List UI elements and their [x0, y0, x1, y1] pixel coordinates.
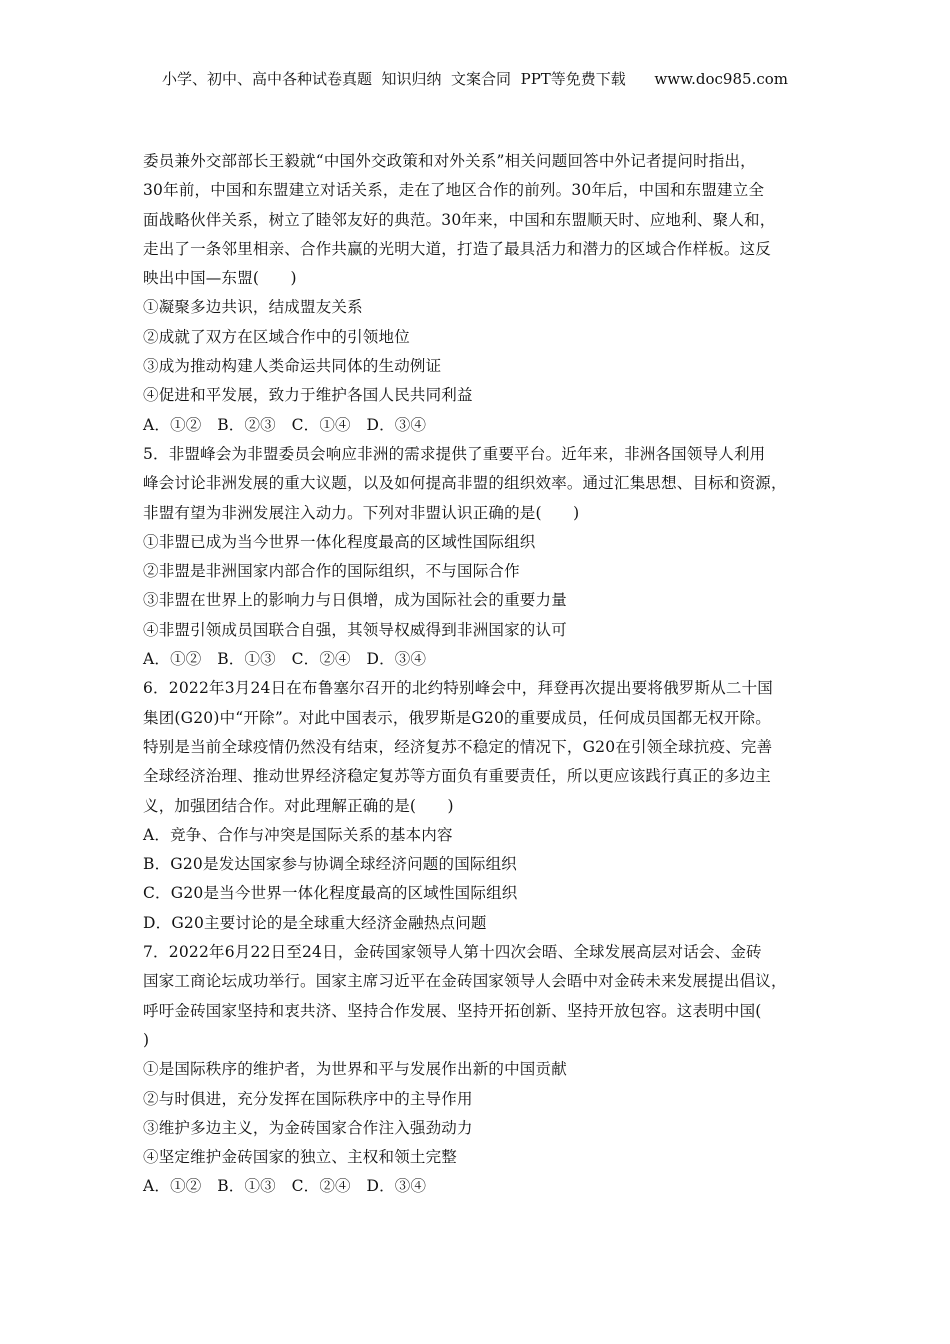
- question-stem-line: 7．2022年6月22日至24日，金砖国家领导人第十四次会晤、全球发展高层对话会、金砖: [143, 943, 762, 962]
- option-3: ③维护多边主义，为金砖国家合作注入强劲动力: [143, 1118, 473, 1137]
- option-b: B．G20是发达国家参与协调全球经济问题的国际组织: [143, 855, 517, 874]
- option-3: ③非盟在世界上的影响力与日俱增，成为国际社会的重要力量: [143, 591, 567, 610]
- question-stem-line: 全球经济治理、推动世界经济稳定复苏等方面负有重要责任，所以更应该践行真正的多边主: [143, 767, 772, 786]
- document-body: [143, 147, 823, 1202]
- question-stem-line: 面战略伙伴关系，树立了睦邻友好的典范。30年来，中国和东盟顺天时、应地利、聚人和，: [143, 210, 776, 229]
- question-stem-line: 委员兼外交部部长王毅就“中国外交政策和对外关系”相关问题回答中外记者提问时指出，: [143, 152, 756, 170]
- question-stem-line: 峰会讨论非洲发展的重大议题，以及如何提高非盟的组织效率。通过汇集思想、目标和资源，: [143, 474, 787, 493]
- option-2: ②成就了双方在区域合作中的引领地位: [143, 327, 410, 346]
- question-7: [143, 938, 823, 1202]
- option-4: ④非盟引领成员国联合自强，其领导权威得到非洲国家的认可: [143, 620, 567, 639]
- question-stem-line: 走出了一条邻里相亲、合作共赢的光明大道，打造了最具活力和潜力的区域合作样板。这反: [143, 239, 772, 258]
- question-5: [143, 440, 823, 674]
- question-stem-line: 集团(G20)中“开除”。对此中国表示，俄罗斯是G20的重要成员，任何成员国都无权开除。: [143, 708, 771, 727]
- option-1: ①是国际秩序的维护者，为世界和平与发展作出新的中国贡献: [143, 1060, 567, 1079]
- question-stem-line: 非盟有望为非洲发展注入动力。下列对非盟认识正确的是( ): [143, 503, 580, 522]
- question-stem-line: 映出中国—东盟( ): [143, 269, 297, 288]
- question-stem-line: 义，加强团结合作。对此理解正确的是( ): [143, 796, 454, 815]
- option-c: C．G20是当今世界一体化程度最高的区域性国际组织: [143, 884, 518, 903]
- option-d: D．G20主要讨论的是全球重大经济金融热点问题: [143, 913, 487, 932]
- question-stem-line: 呼吁金砖国家坚持和衷共济、坚持合作发展、坚持开拓创新、坚持开放包容。这表明中国(: [143, 1001, 762, 1020]
- option-2: ②与时俱进，充分发挥在国际秩序中的主导作用: [143, 1089, 473, 1108]
- question-stem-line: 30年前，中国和东盟建立对话关系，走在了地区合作的前列。30年后，中国和东盟建立全: [143, 181, 765, 200]
- question-stem-line: 5．非盟峰会为非盟委员会响应非洲的需求提供了重要平台。近年来，非洲各国领导人利用: [143, 444, 766, 463]
- question-stem-line: 国家工商论坛成功举行。国家主席习近平在金砖国家领导人会晤中对金砖未来发展提出倡议，: [143, 972, 787, 991]
- question-6: [143, 674, 823, 938]
- option-a: A．竞争、合作与冲突是国际关系的基本内容: [143, 825, 453, 844]
- question-stem-line: 6．2022年3月24日在布鲁塞尔召开的北约特别峰会中，拜登再次提出要将俄罗斯从二十国: [143, 679, 773, 698]
- page-header: 小学、初中、高中各种试卷真题 知识归纳 文案合同 PPT等免费下载 www.doc985.com: [161, 70, 788, 88]
- option-3: ③成为推动构建人类命运共同体的生动例证: [143, 357, 442, 376]
- option-4: ④坚定维护金砖国家的独立、主权和领土完整: [143, 1148, 458, 1167]
- question-stem-line: ): [143, 1030, 150, 1049]
- option-1: ①非盟已成为当今世界一体化程度最高的区域性国际组织: [143, 532, 536, 551]
- option-2: ②非盟是非洲国家内部合作的国际组织，不与国际合作: [143, 562, 520, 581]
- question-stem-line: 特别是当前全球疫情仍然没有结束，经济复苏不稳定的情况下，G20在引领全球抗疫、完善: [143, 737, 773, 756]
- option-1: ①凝聚多边共识，结成盟友关系: [143, 298, 363, 317]
- option-4: ④促进和平发展，致力于维护各国人民共同利益: [143, 386, 473, 405]
- answer-choices: A．①② B．①③ C．②④ D．③④: [143, 650, 427, 669]
- answer-choices: A．①② B．②③ C．①④ D．③④: [143, 415, 427, 434]
- answer-choices: A．①② B．①③ C．②④ D．③④: [143, 1177, 427, 1196]
- question-4: [143, 147, 823, 440]
